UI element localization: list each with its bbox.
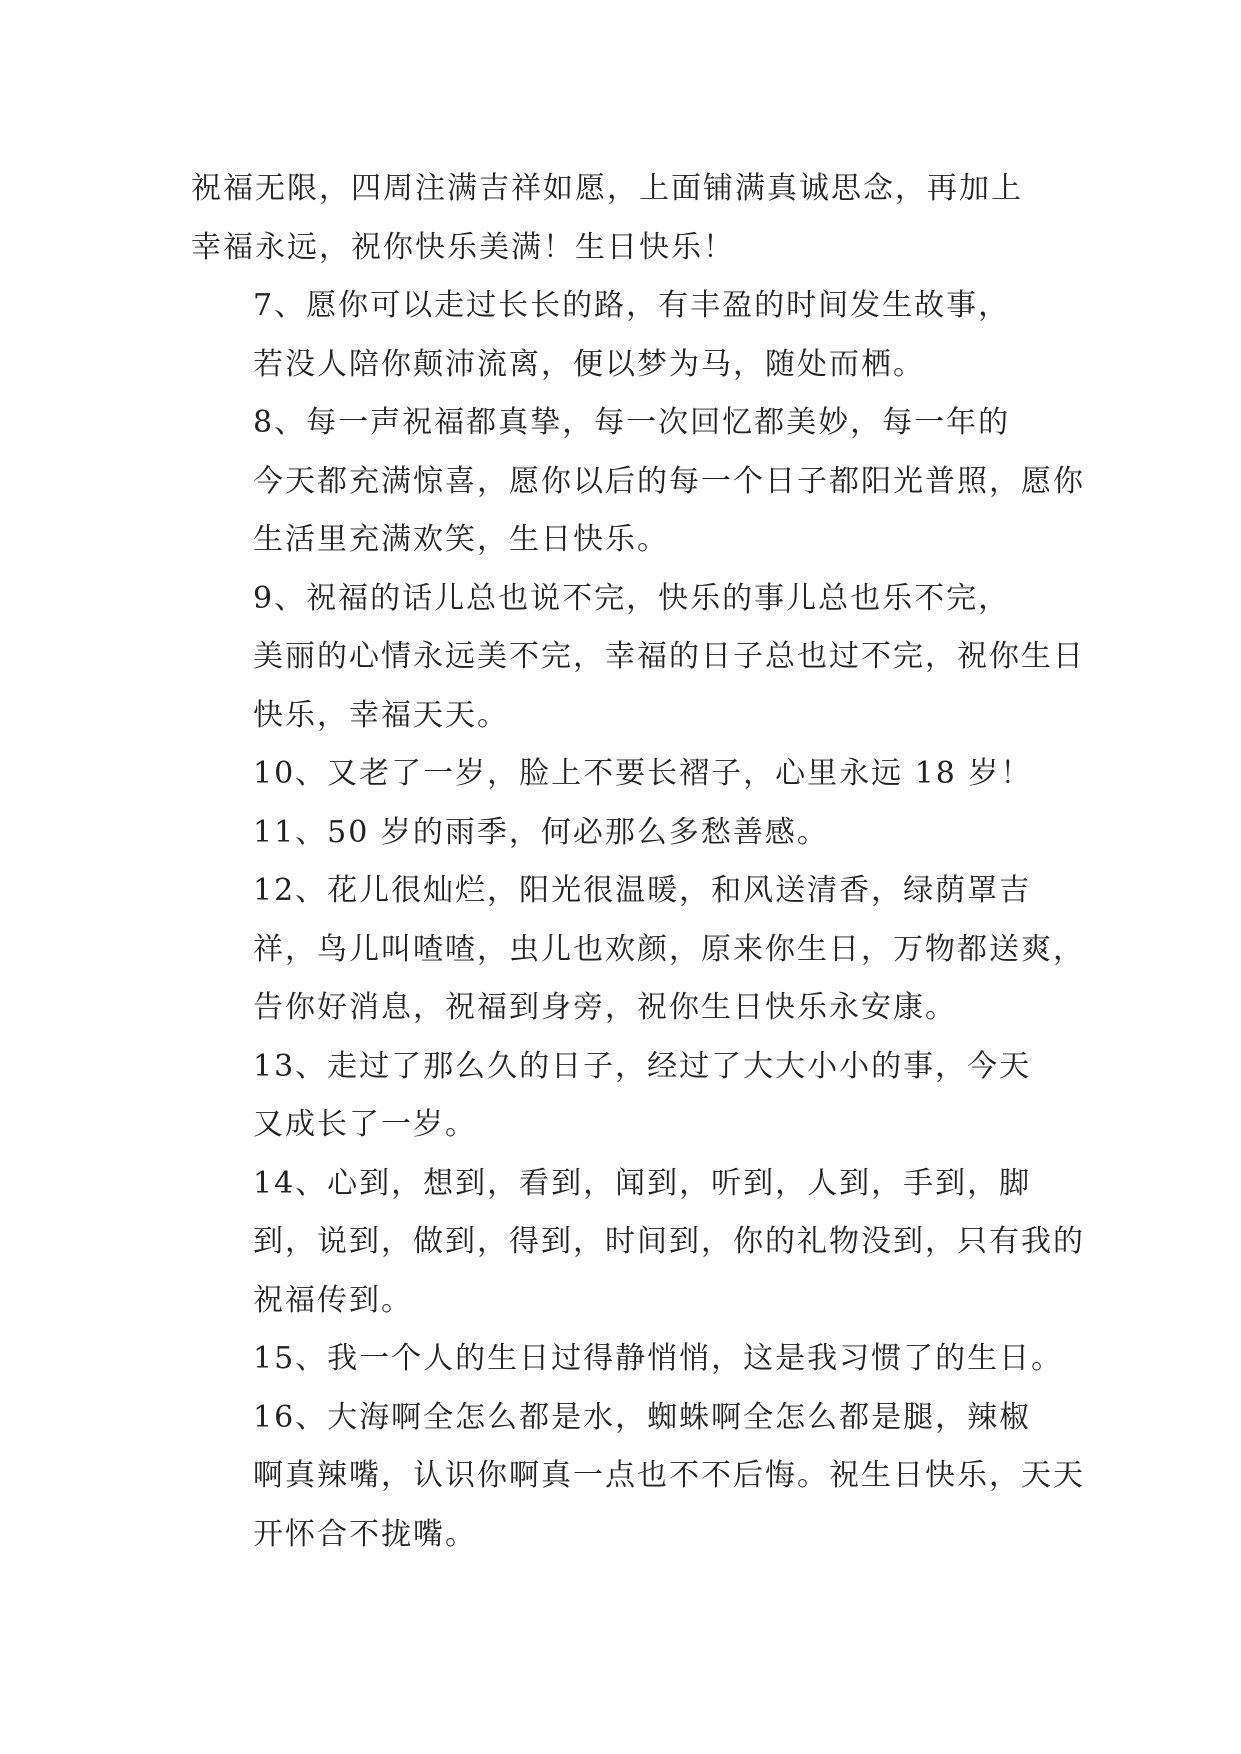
paragraph xyxy=(191,804,1051,863)
text-line: 祝福传到。 xyxy=(253,1282,413,1318)
paragraph xyxy=(191,160,1051,277)
paragraph xyxy=(191,277,1051,394)
text-line: 7、愿你可以走过长长的路，有丰盈的时间发生故事， xyxy=(253,288,1011,323)
document-body xyxy=(191,160,1085,1564)
text-line: 10、又老了一岁，脸上不要长褶子，心里永远 18 岁！ xyxy=(253,756,1033,791)
text-line: 开怀合不拢嘴。 xyxy=(253,1516,477,1552)
text-line: 15、我一个人的生日过得静悄悄，这是我习惯了的生日。 xyxy=(253,1341,1064,1376)
text-line: 14、心到，想到，看到，闻到，听到，人到，手到，脚 xyxy=(253,1165,1032,1201)
paragraph xyxy=(191,1330,1064,1389)
text-line: 11、50 岁的雨季，何必那么多愁善感。 xyxy=(253,814,829,850)
text-line: 祥，鸟儿叫喳喳，虫儿也欢颜，原来你生日，万物都送爽， xyxy=(253,931,1085,967)
text-line: 啊真辣嘴，认识你啊真一点也不不后悔。祝生日快乐，天天 xyxy=(253,1458,1085,1493)
paragraph xyxy=(191,862,1085,1038)
text-line: 9、祝福的话儿总也说不完，快乐的事儿总也乐不完， xyxy=(253,580,1011,616)
paragraph xyxy=(191,1038,1051,1155)
paragraph xyxy=(191,1389,1085,1565)
text-line: 若没人陪你颠沛流离，便以梦为马，随处而栖。 xyxy=(253,346,925,382)
text-line: 16、大海啊全怎么都是水，蜘蛛啊全怎么都是腿，辣椒 xyxy=(253,1399,1032,1435)
text-line: 又成长了一岁。 xyxy=(253,1107,477,1142)
text-line: 快乐，幸福天天。 xyxy=(253,697,509,733)
text-line: 美丽的心情永远美不完，幸福的日子总也过不完，祝你生日 xyxy=(253,639,1085,674)
paragraph xyxy=(191,394,1085,570)
paragraph xyxy=(191,570,1085,746)
text-line: 告你好消息，祝福到身旁，祝你生日快乐永安康。 xyxy=(253,990,957,1025)
text-line: 13、走过了那么久的日子，经过了大大小小的事，今天 xyxy=(253,1048,1032,1084)
text-line: 到，说到，做到，得到，时间到，你的礼物没到，只有我的 xyxy=(253,1224,1085,1259)
text-line: 幸福永远，祝你快乐美满！生日快乐！ xyxy=(191,229,735,265)
text-line: 8、每一声祝福都真挚，每一次回忆都美妙，每一年的 xyxy=(253,405,1011,440)
text-line: 今天都充满惊喜，愿你以后的每一个日子都阳光普照，愿你 xyxy=(253,463,1085,499)
text-line: 生活里充满欢笑，生日快乐。 xyxy=(253,522,669,557)
text-line: 12、花儿很灿烂，阳光很温暖，和风送清香，绿荫罩吉 xyxy=(253,873,1032,908)
paragraph xyxy=(191,745,1051,804)
paragraph xyxy=(191,1155,1085,1331)
text-line: 祝福无限，四周注满吉祥如愿，上面铺满真诚思念，再加上 xyxy=(191,171,1023,206)
